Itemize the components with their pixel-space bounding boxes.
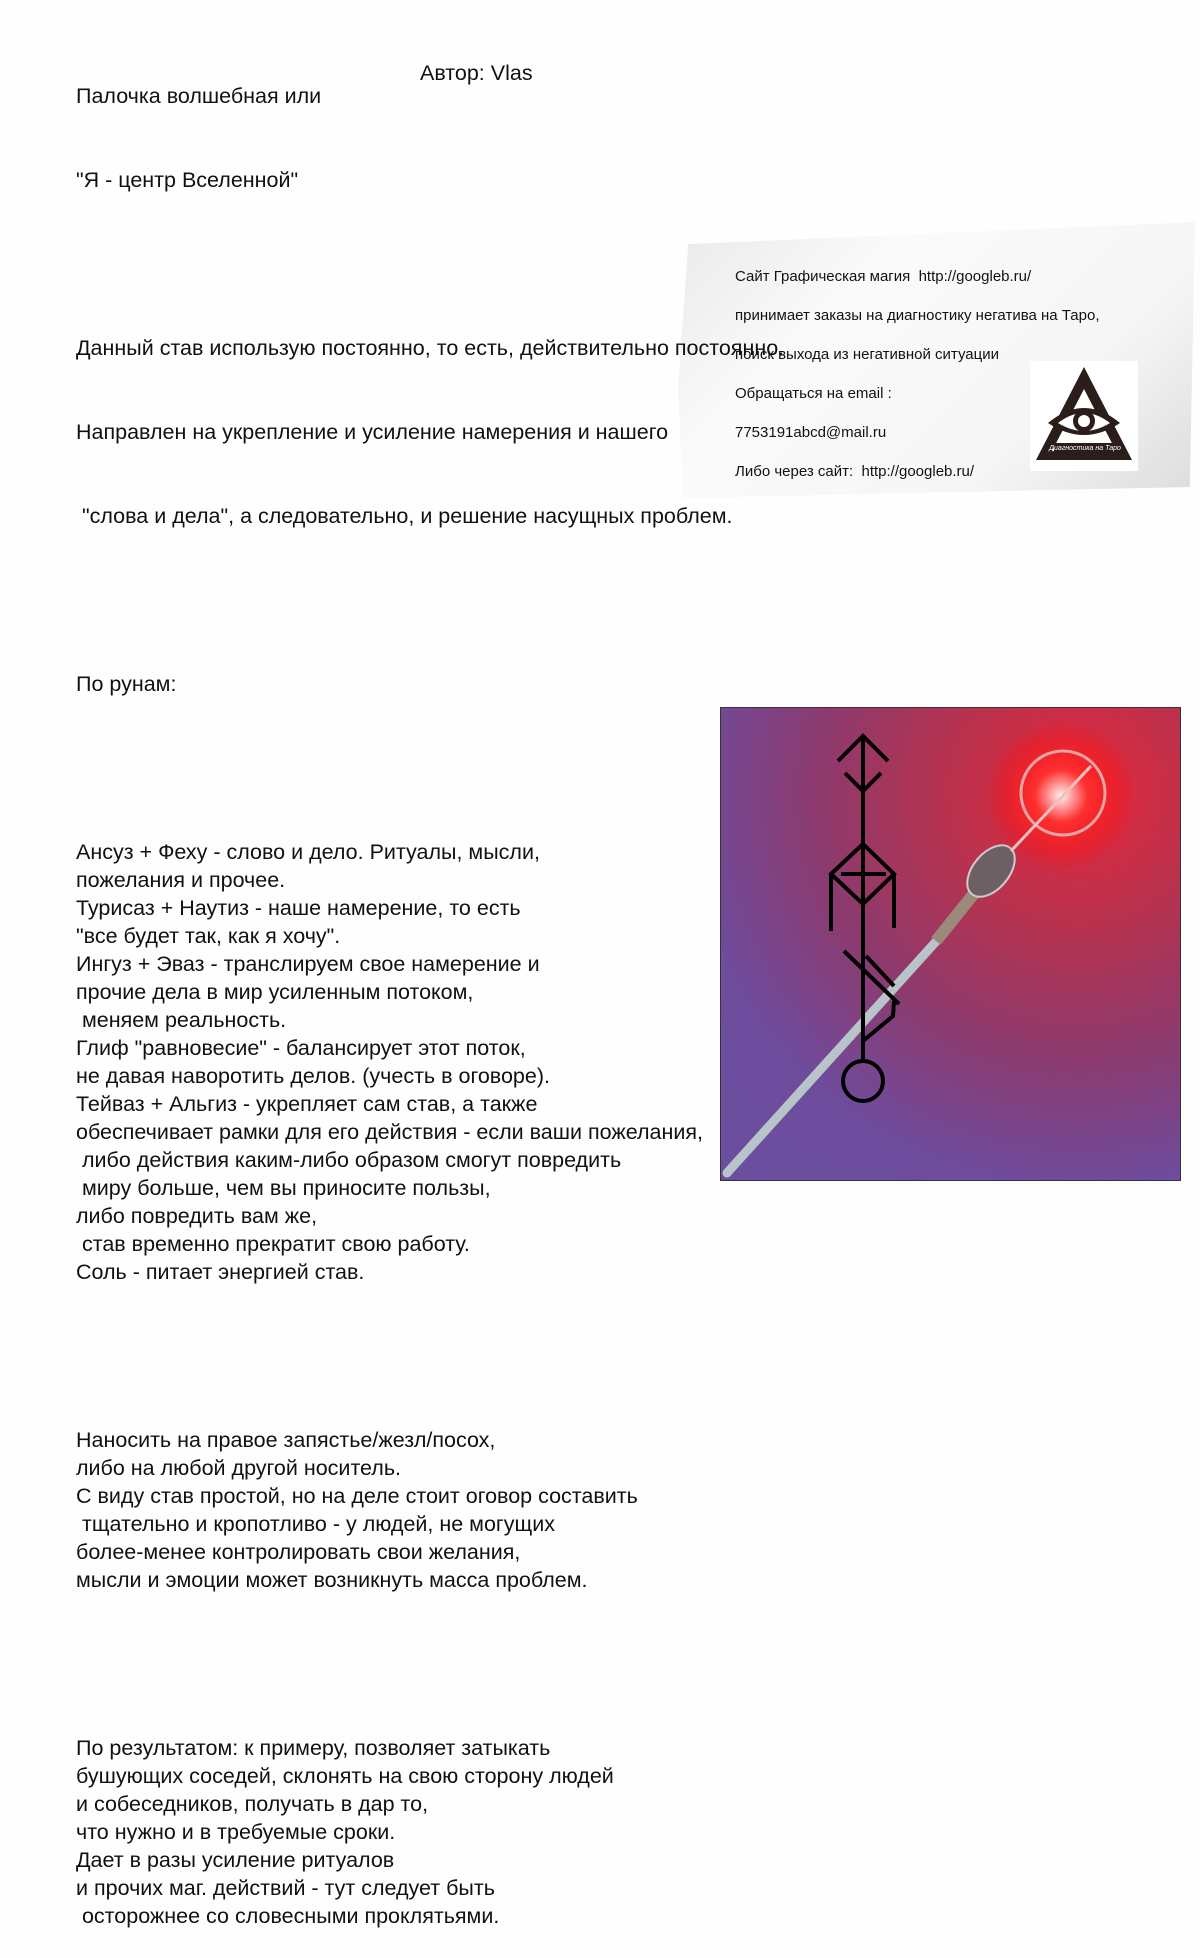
- usage-line: либо на любой другой носитель.: [76, 1456, 402, 1480]
- ad-email: 7753191abcd@mail.ru: [735, 424, 887, 441]
- results-line: Дает в разы усиление ритуалов: [76, 1848, 395, 1872]
- results-line: По результатом: к примеру, позволяет затыкать: [76, 1736, 551, 1760]
- ad-line: Обращаться на email :: [735, 385, 892, 402]
- results-line: и прочих маг. действий - тут следует быть: [76, 1876, 495, 1900]
- rune-line: Соль - питает энергией став.: [76, 1260, 365, 1284]
- title-line: "Я - центр Вселенной": [76, 168, 299, 192]
- rune-line: Ансуз + Феху - слово и дело. Ритуалы, мысли,: [76, 840, 540, 864]
- rune-line: став временно прекратит свою работу.: [76, 1232, 470, 1256]
- intro-line: "слова и дела", а следовательно, и решение насущных проблем.: [76, 504, 733, 528]
- usage-list: [76, 1426, 784, 1594]
- ad-line: принимает заказы на диагностику негатива на Таро,: [735, 307, 1100, 324]
- rune-line: меняем реальность.: [76, 1008, 287, 1032]
- ad-line: Либо через сайт: http://googleb.ru/: [735, 463, 975, 480]
- eye-triangle-logo: [1030, 361, 1138, 471]
- logo-text: Диагностика на Таро: [1049, 445, 1121, 452]
- runes-heading: По рунам:: [76, 672, 177, 696]
- intro-line: Направлен на укрепление и усиление намерения и нашего: [76, 420, 669, 444]
- rune-line: Тейваз + Альгиз - укрепляет сам став, а также: [76, 1092, 538, 1116]
- author: Автор: Vlas: [420, 61, 533, 85]
- results-line: и собеседников, получать в дар то,: [76, 1792, 429, 1816]
- rune-line: либо повредить вам же,: [76, 1204, 318, 1228]
- runes-list: [76, 838, 784, 1286]
- usage-line: тщательно и кропотливо - у людей, не могущих: [76, 1512, 555, 1536]
- rune-line: не давая наворотить делов. (учесть в оговоре).: [76, 1064, 550, 1088]
- staff-rune-image: [720, 707, 1181, 1181]
- rune-line: пожелания и прочее.: [76, 868, 286, 892]
- article-body: [76, 26, 784, 1958]
- rune-line: "все будет так, как я хочу".: [76, 924, 341, 948]
- intro-line: Данный став использую постоянно, то есть, действительно постоянно.: [76, 336, 785, 360]
- rune-line: Турисаз + Наутиз - наше намерение, то есть: [76, 896, 521, 920]
- rune-line: прочие дела в мир усиленным потоком,: [76, 980, 474, 1004]
- results-line: осторожнее со словесными проклятьями.: [76, 1904, 500, 1928]
- usage-line: Наносить на правое запястье/жезл/посох,: [76, 1428, 496, 1452]
- rune-line: миру больше, чем вы приносите пользы,: [76, 1176, 491, 1200]
- usage-line: более-менее контролировать свои желания,: [76, 1540, 521, 1564]
- results-list: [76, 1734, 784, 1930]
- staff-icon: [727, 721, 1136, 1173]
- results-line: что нужно и в требуемые сроки.: [76, 1820, 396, 1844]
- results-line: бушующих соседей, склонять на свою сторону людей: [76, 1764, 614, 1788]
- rune-line: обеспечивает рамки для его действия - если ваши пожелания,: [76, 1120, 703, 1144]
- rune-line: либо действия каким-либо образом смогут повредить: [76, 1148, 622, 1172]
- rune-line: Глиф "равновесие" - балансирует этот поток,: [76, 1036, 526, 1060]
- usage-line: мысли и эмоции может возникнуть масса проблем.: [76, 1568, 588, 1592]
- title-line: Палочка волшебная или: [76, 84, 322, 108]
- ad-line: Сайт Графическая магия http://googleb.ru/: [735, 268, 1032, 285]
- ad-line: поиск выхода из негативной ситуации: [735, 346, 999, 363]
- usage-line: С виду став простой, но на деле стоит оговор составить: [76, 1484, 638, 1508]
- rune-line: Ингуз + Эваз - транслируем свое намерение и: [76, 952, 540, 976]
